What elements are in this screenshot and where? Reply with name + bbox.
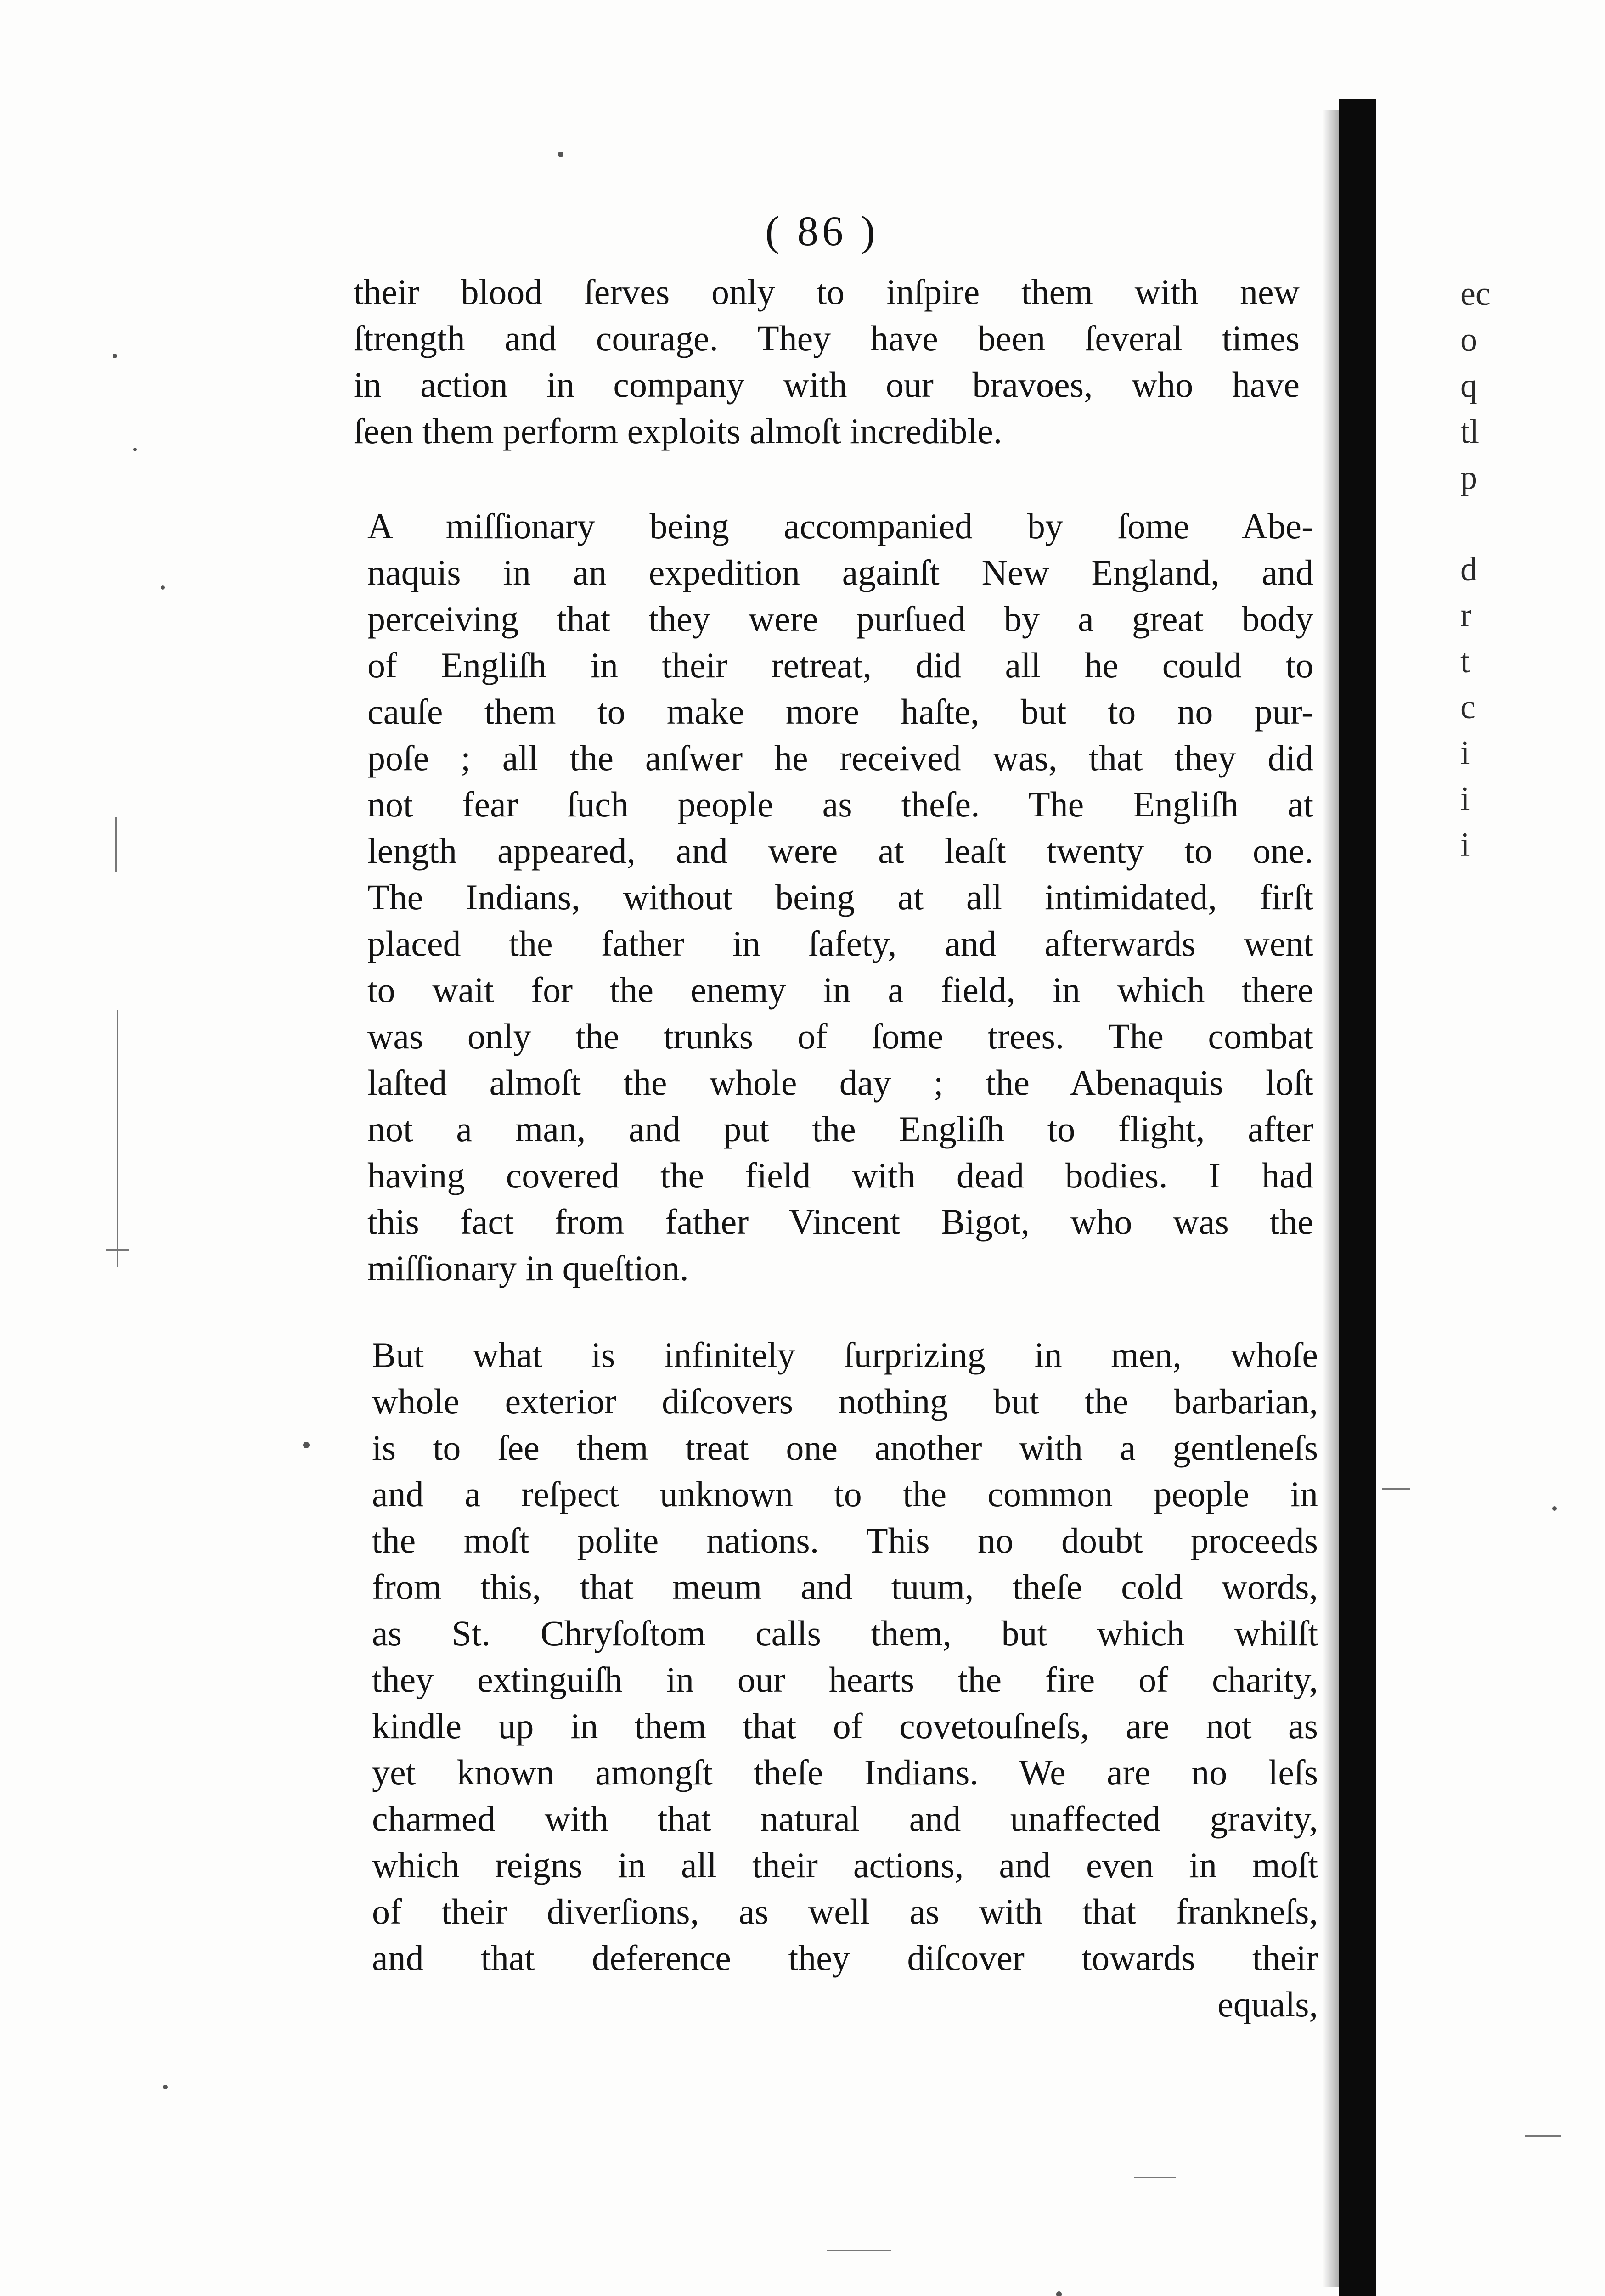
page-number: ( 86 ): [765, 208, 879, 254]
fragment: o: [1460, 321, 1477, 359]
book-gutter: [1339, 99, 1376, 2296]
text-line: was only the trunks of ſome trees. The combat: [367, 1016, 1313, 1056]
fragment: c: [1460, 688, 1475, 726]
scan-line: [827, 2250, 891, 2251]
text-line: this fact from father Vincent Bigot, who was the: [367, 1202, 1313, 1242]
text-line: the moſt polite nations. This no doubt proceeds: [372, 1520, 1318, 1560]
text-line: their blood ſerves only to inſpire them with new: [354, 272, 1300, 312]
scan-line: [117, 1010, 118, 1267]
fragment: ec: [1460, 275, 1491, 313]
text-line: and that deference they diſcover towards their: [372, 1938, 1318, 1978]
text-line: as St. Chryſoſtom calls them, but which whilſt: [372, 1613, 1318, 1653]
text-line: placed the father in ſafety, and afterwards went: [367, 923, 1313, 963]
text-line: laſted almoſt the whole day ; the Abenaquis loſt: [367, 1063, 1313, 1103]
text-line: yet known amongſt theſe Indians. We are no leſs: [372, 1752, 1318, 1792]
facing-page-fragments: [1460, 271, 1534, 868]
text-line: of Engliſh in their retreat, did all he could to: [367, 645, 1313, 685]
scan-speck: [113, 354, 117, 358]
catchword: equals,: [1217, 1984, 1318, 2024]
text-line: in action in company with our bravoes, who have: [354, 365, 1300, 405]
text-line: charmed with that natural and unaffected gravity,: [372, 1799, 1318, 1839]
text-line: kindle up in them that of covetouſneſs, are not as: [372, 1706, 1318, 1746]
fragment: i: [1460, 780, 1470, 818]
paragraph-2: [367, 503, 1313, 1291]
text-line: length appeared, and were at leaſt twenty to one.: [367, 831, 1313, 871]
gutter-shadow: [1323, 110, 1341, 2287]
scan-speck: [1552, 1506, 1557, 1511]
text-line: The Indians, without being at all intimidated, firſt: [367, 877, 1313, 917]
text-line: ſtrength and courage. They have been ſeveral times: [354, 318, 1300, 358]
text-line: they extinguiſh in our hearts the fire of charity,: [372, 1660, 1318, 1699]
scan-speck: [161, 585, 165, 590]
text-line: naquis in an expedition againſt New England, and: [367, 552, 1313, 592]
text-line: not fear ſuch people as theſe. The Engliſh at: [367, 784, 1313, 824]
text-line: having covered the field with dead bodies. I had: [367, 1155, 1313, 1195]
text-line: and a reſpect unknown to the common people in: [372, 1474, 1318, 1514]
scan-line: [115, 817, 117, 872]
text-line: miſſionary in queſtion.: [367, 1248, 689, 1288]
fragment: [1460, 501, 1534, 546]
fragment: i: [1460, 826, 1470, 864]
text-line: poſe ; all the anſwer he received was, that they did: [367, 738, 1313, 778]
text-line: to wait for the enemy in a field, in which there: [367, 970, 1313, 1010]
scan-line: [1382, 1488, 1410, 1490]
paragraph-1: [354, 269, 1300, 454]
fragment: p: [1460, 459, 1477, 496]
text-line: whole exterior diſcovers nothing but the barbarian,: [372, 1381, 1318, 1421]
text-line: is to ſee them treat one another with a gentleneſs: [372, 1428, 1318, 1468]
fragment: i: [1460, 734, 1470, 772]
text-line: not a man, and put the Engliſh to flight, after: [367, 1109, 1313, 1149]
text-line: ſeen them perform exploits almoſt incredible.: [354, 411, 1002, 451]
scan-speck: [163, 2085, 168, 2089]
scan-line: [1525, 2135, 1561, 2137]
scan-speck: [1056, 2291, 1062, 2296]
fragment: q: [1460, 367, 1477, 405]
text-line: cauſe them to make more haſte, but to no pur-: [367, 692, 1313, 732]
scan-speck: [558, 152, 563, 157]
scan-line: [1134, 2177, 1176, 2178]
text-line: from this, that meum and tuum, theſe cold words,: [372, 1567, 1318, 1607]
text-line: But what is infinitely ſurprizing in men, whoſe: [372, 1335, 1318, 1375]
fragment: tl: [1460, 413, 1480, 450]
fragment: t: [1460, 642, 1470, 680]
scan-line: [106, 1249, 129, 1251]
scan-speck: [133, 448, 137, 451]
scan-speck: [303, 1442, 310, 1448]
text-line: perceiving that they were purſued by a great body: [367, 599, 1313, 639]
text-line: A miſſionary being accompanied by ſome Abe-: [367, 506, 1313, 546]
fragment: d: [1460, 551, 1477, 588]
text-line: which reigns in all their actions, and even in moſt: [372, 1845, 1318, 1885]
paragraph-3: [372, 1332, 1318, 2027]
fragment: r: [1460, 597, 1472, 634]
text-line: of their diverſions, as well as with that frankneſs,: [372, 1891, 1318, 1931]
